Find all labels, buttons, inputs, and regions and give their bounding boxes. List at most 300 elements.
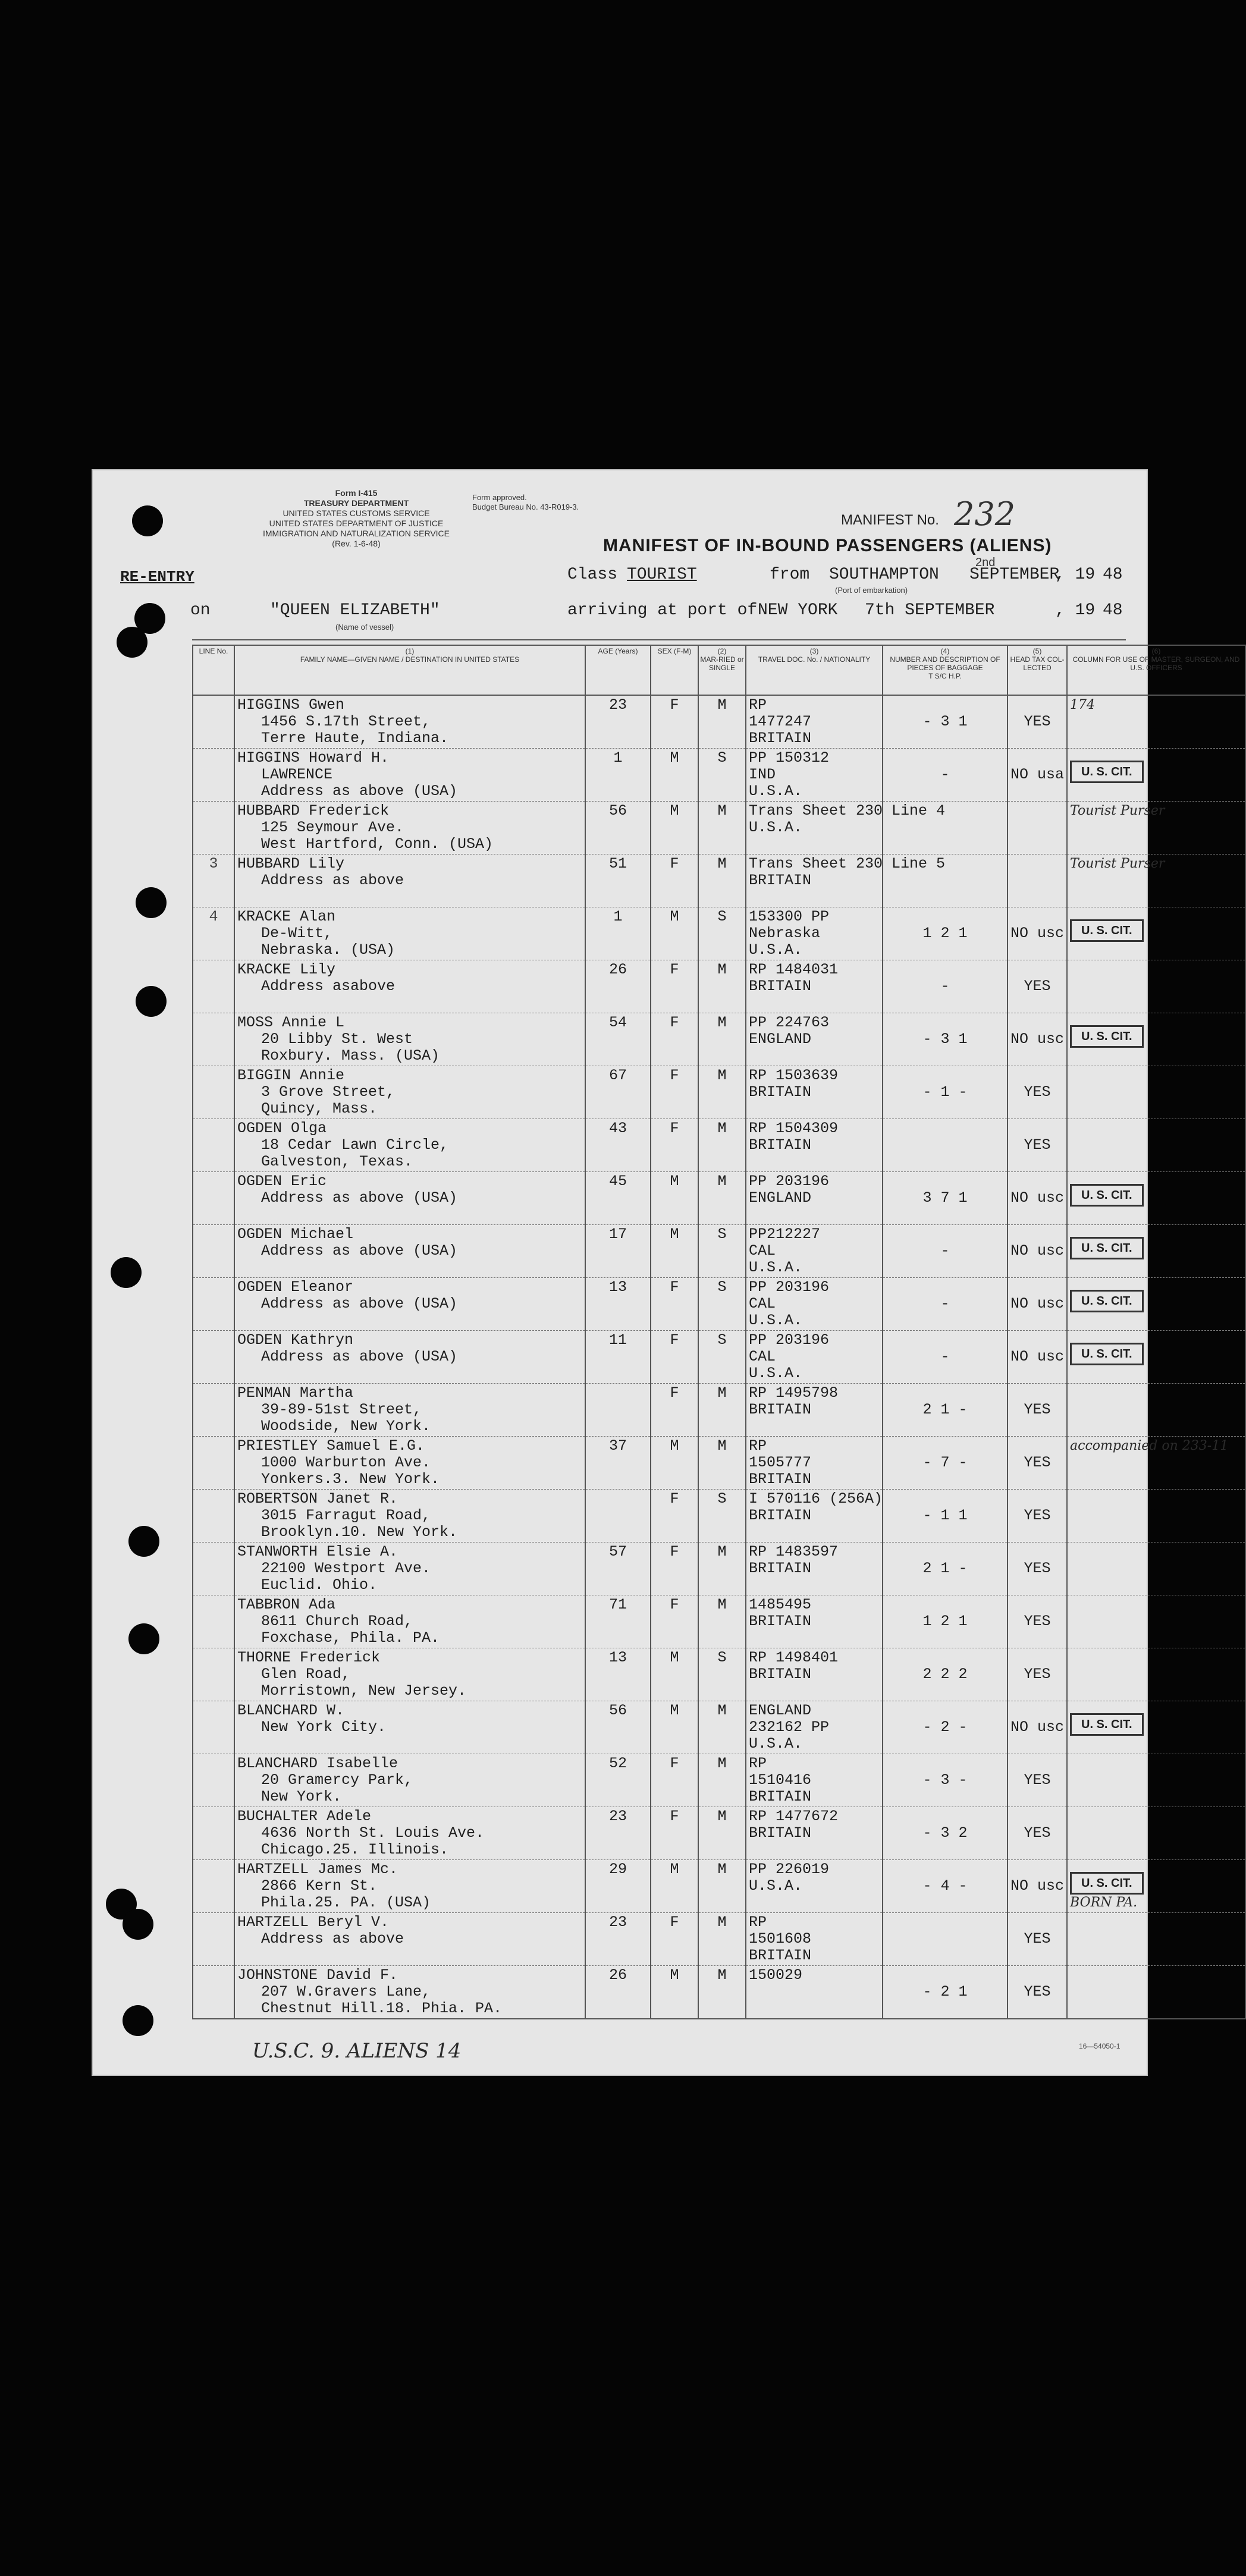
table-row (193, 1595, 1245, 1648)
us-citizen-stamp: U. S. CIT. (1070, 1025, 1144, 1048)
age: 26 (608, 961, 627, 978)
baggage-count: - 2 - (922, 1719, 968, 1736)
travel-doc-2: CAL (749, 1295, 776, 1312)
baggage-count: 2 1 - (922, 1401, 968, 1418)
marital-status: S (717, 1649, 727, 1666)
nationality: U.S.A. (749, 1259, 803, 1276)
travel-doc-1: PP 150312 (749, 749, 830, 766)
marital-status: M (717, 1702, 727, 1719)
address-line-2: Morristown, New Jersey. (261, 1682, 467, 1699)
travel-doc-2: 1510416 (749, 1771, 812, 1789)
passenger-name: OGDEN Eric (237, 1173, 327, 1190)
sex: M (670, 1702, 679, 1719)
passenger-name: THORNE Frederick (237, 1649, 381, 1666)
travel-doc-1: RP (749, 1755, 767, 1772)
baggage-count: - 3 1 (922, 1031, 968, 1048)
address-line-1: LAWRENCE (261, 766, 333, 783)
baggage-count: 1 2 1 (922, 1613, 968, 1630)
table-row (193, 1172, 1245, 1225)
table-row (193, 1066, 1245, 1119)
nationality: U.S.A. (749, 1877, 803, 1895)
passenger-name: PRIESTLEY Samuel E.G. (237, 1437, 425, 1455)
head-tax: NO usc (1010, 1877, 1065, 1895)
sex: F (670, 1384, 679, 1402)
passenger-name: HIGGINS Gwen (237, 696, 345, 714)
address-line-2: Nebraska. (USA) (261, 941, 396, 959)
travel-doc-2: 150029 (749, 1966, 803, 1984)
page-title: MANIFEST OF IN-BOUND PASSENGERS (ALIENS) (603, 536, 1052, 555)
address-line-1: 8611 Church Road, (261, 1613, 413, 1630)
address-line-2: Address as above (261, 872, 404, 889)
age: 1 (613, 908, 623, 925)
address-line-2: West Hartford, Conn. (USA) (261, 835, 494, 853)
nationality: BRITAIN (749, 1613, 812, 1630)
travel-doc-2: CAL (749, 1348, 776, 1365)
sex: F (670, 1914, 679, 1931)
date1-day: 2nd (975, 556, 996, 569)
travel-doc-1: RP (749, 1437, 767, 1455)
address-line-2: Galveston, Texas. (261, 1153, 413, 1170)
travel-doc-2: IND (749, 766, 776, 783)
baggage-count: - (940, 1348, 950, 1365)
address-line-2: Quincy, Mass. (261, 1100, 378, 1117)
nationality: BRITAIN (749, 1471, 812, 1488)
address-line-1: 3 Grove Street, (261, 1083, 396, 1101)
travel-doc-1: RP 1503639 (749, 1067, 839, 1084)
travel-doc-1: PP 224763 (749, 1014, 830, 1031)
travel-doc-1: I 570116 (256A) (749, 1490, 883, 1507)
col-travel-doc: (3) TRAVEL DOC. No. / NATIONALITY (746, 645, 883, 695)
nationality: BRITAIN (749, 978, 812, 995)
passenger-name: STANWORTH Elsie A. (237, 1543, 398, 1560)
baggage-count: - (940, 1295, 950, 1312)
head-tax: YES (1024, 1454, 1051, 1471)
marital-status: S (717, 1278, 727, 1296)
head-tax: YES (1024, 713, 1051, 730)
travel-doc-2: 232162 PP (749, 1719, 830, 1736)
baggage-count: - 1 1 (922, 1507, 968, 1524)
nationality: U.S.A. (749, 783, 803, 800)
nationality: BRITAIN (749, 1947, 812, 1964)
age: 23 (608, 696, 627, 714)
head-tax: YES (1024, 1930, 1051, 1947)
age: 54 (608, 1014, 627, 1031)
head-tax: YES (1024, 1560, 1051, 1577)
nationality: BRITAIN (749, 1666, 812, 1683)
address-line-2: Address as above (USA) (261, 1348, 458, 1365)
nationality: BRITAIN (749, 1560, 812, 1577)
travel-doc-1: PP 203196 (749, 1331, 830, 1349)
head-tax: YES (1024, 1771, 1051, 1789)
nationality: U.S.A. (749, 1365, 803, 1382)
sex: F (670, 855, 679, 872)
sex: F (670, 1278, 679, 1296)
budget-approval: Form approved. Budget Bureau No. 43-R019-3. (472, 493, 579, 511)
marital-status: M (717, 1808, 727, 1825)
us-citizen-stamp: U. S. CIT. (1070, 1713, 1144, 1736)
travel-doc-2: Trans Sheet 230 Line 5 (749, 855, 946, 872)
table-row (193, 1225, 1245, 1278)
head-tax: YES (1024, 978, 1051, 995)
marital-status: M (717, 855, 727, 872)
baggage-count: - (940, 978, 950, 995)
head-tax: YES (1024, 1613, 1051, 1630)
arrival-date: 7th SEPTEMBER (865, 601, 995, 620)
address-line-1: 18 Cedar Lawn Circle, (261, 1136, 449, 1154)
passenger-name: KRACKE Alan (237, 908, 336, 925)
col-married: (2) MAR-RIED or SINGLE (698, 645, 746, 695)
sex: F (670, 1067, 679, 1084)
form-header: Form I-415 TREASURY DEPARTMENT UNITED STATES CUSTOMS SERVICE UNITED STATES DEPARTMENT OF JUSTICE IMMIGRATION AND NATURALIZATION SERVICE (Rev. 1-6-48) (263, 488, 450, 548)
punch-hole (136, 887, 167, 918)
date1-year: 48 (1103, 566, 1123, 584)
address-line-2: Chestnut Hill.18. Phia. PA. (261, 2000, 503, 2017)
nationality: BRITAIN (749, 872, 812, 889)
marital-status: M (717, 1596, 727, 1613)
age: 67 (608, 1067, 627, 1084)
baggage-count: - 3 1 (922, 713, 968, 730)
line-number: 3 (209, 855, 218, 872)
nationality: BRITAIN (749, 1083, 812, 1101)
address-line-1: New York City. (261, 1719, 387, 1736)
address-line-1: 20 Gramercy Park, (261, 1771, 413, 1789)
passenger-name: ROBERTSON Janet R. (237, 1490, 398, 1507)
us-citizen-stamp: U. S. CIT. (1070, 1237, 1144, 1259)
marital-status: M (717, 1755, 727, 1772)
sex: M (670, 1649, 679, 1666)
head-tax: YES (1024, 1507, 1051, 1524)
us-citizen-stamp: U. S. CIT. (1070, 1184, 1144, 1207)
port-embark-label: (Port of embarkation) (835, 586, 908, 595)
baggage-count: 3 7 1 (922, 1189, 968, 1207)
address-line-2: Address as above (USA) (261, 1242, 458, 1259)
passenger-name: OGDEN Eleanor (237, 1278, 354, 1296)
age: 37 (608, 1437, 627, 1455)
date1-value: SEPTEMBER (969, 566, 1060, 584)
address-line-1: De-Witt, (261, 925, 333, 942)
punch-hole (111, 1257, 142, 1288)
sex: F (670, 1014, 679, 1031)
travel-doc-1: PP 203196 (749, 1173, 830, 1190)
head-tax: NO usc (1010, 1031, 1065, 1048)
age: 26 (608, 1966, 627, 1984)
sex: M (670, 1966, 679, 1984)
head-tax: NO usc (1010, 1719, 1065, 1736)
marital-status: M (717, 1120, 727, 1137)
table-row (193, 907, 1245, 960)
travel-doc-1: PP 226019 (749, 1861, 830, 1878)
baggage-count: 1 2 1 (922, 925, 968, 942)
baggage-count: - 3 - (922, 1771, 968, 1789)
punch-hole (123, 2005, 153, 2036)
col-sex: SEX (F-M) (651, 645, 698, 695)
head-tax: NO usc (1010, 1242, 1065, 1259)
travel-doc-2: 1501608 (749, 1930, 812, 1947)
punch-hole (123, 1909, 153, 1940)
arriving-label: arriving at port of (567, 601, 758, 620)
age: 45 (608, 1173, 627, 1190)
arrival-year: 48 (1103, 601, 1123, 620)
travel-doc-1: PP212227 (749, 1226, 821, 1243)
reentry-label: RE-ENTRY (120, 568, 194, 586)
head-tax: NO usc (1010, 1189, 1065, 1207)
line-number: 4 (209, 908, 218, 925)
officer-note: accompanied on 233-11 (1070, 1438, 1229, 1453)
passenger-name: PENMAN Martha (237, 1384, 354, 1402)
address-line-2: Terre Haute, Indiana. (261, 730, 449, 747)
sex: M (670, 1437, 679, 1455)
head-tax: NO usa (1010, 766, 1065, 783)
header-rule (192, 639, 1126, 640)
col-head-tax: (5) HEAD TAX COL-LECTED (1008, 645, 1067, 695)
travel-doc-1: 1485495 (749, 1596, 812, 1613)
address-line-2: New York. (261, 1788, 342, 1805)
address-line-2: Roxbury. Mass. (USA) (261, 1047, 440, 1064)
class-label: Class (567, 566, 618, 584)
address-line-1: Glen Road, (261, 1666, 351, 1683)
passenger-name: HIGGINS Howard H. (237, 749, 390, 766)
table-row (193, 1278, 1245, 1331)
on-label: on (190, 601, 211, 620)
baggage-count: 2 2 2 (922, 1666, 968, 1683)
sex: M (670, 1226, 679, 1243)
travel-doc-1: RP 1484031 (749, 961, 839, 978)
marital-status: S (717, 908, 727, 925)
form-number: 16—54050-1 (1079, 2042, 1121, 2050)
col-baggage: (4) NUMBER AND DESCRIPTION OF PIECES OF BAGGAGE T S/C H.P. (883, 645, 1008, 695)
address-line-1: 1456 S.17th Street, (261, 713, 431, 730)
table-header-row (193, 645, 1245, 695)
sex: F (670, 1490, 679, 1507)
col-line-no: LINE No. (193, 645, 234, 695)
passenger-name: BLANCHARD W. (237, 1702, 345, 1719)
officer-note: BORN PA. (1070, 1895, 1138, 1910)
vessel-name: "QUEEN ELIZABETH" (270, 601, 440, 620)
punch-hole (128, 1623, 159, 1654)
marital-status: S (717, 749, 727, 766)
address-line-1: 22100 Westport Ave. (261, 1560, 431, 1577)
table-row (193, 1807, 1245, 1860)
baggage-count: - 7 - (922, 1454, 968, 1471)
age: 29 (608, 1861, 627, 1878)
age: 57 (608, 1543, 627, 1560)
passenger-name: KRACKE Lily (237, 961, 336, 978)
age: 17 (608, 1226, 627, 1243)
passenger-name: BIGGIN Annie (237, 1067, 345, 1084)
table-row (193, 1013, 1245, 1066)
address-line-2: Chicago.25. Illinois. (261, 1841, 449, 1858)
age: 51 (608, 855, 627, 872)
passenger-name: OGDEN Kathryn (237, 1331, 354, 1349)
nationality: U.S.A. (749, 1735, 803, 1752)
travel-doc-2: ENGLAND (749, 1189, 812, 1207)
baggage-count: 2 1 - (922, 1560, 968, 1577)
from-value: SOUTHAMPTON (829, 566, 939, 584)
sex: M (670, 908, 679, 925)
marital-status: M (717, 1067, 727, 1084)
manifest-no-label: MANIFEST No. (841, 512, 939, 528)
head-tax: YES (1024, 1983, 1051, 2000)
address-line-1: 20 Libby St. West (261, 1031, 413, 1048)
table-row (193, 749, 1245, 802)
marital-status: M (717, 1437, 727, 1455)
marital-status: S (717, 1331, 727, 1349)
address-line-2: Address as above (USA) (261, 1295, 458, 1312)
marital-status: M (717, 1914, 727, 1931)
address-line-1: 207 W.Gravers Lane, (261, 1983, 431, 2000)
punch-hole (136, 986, 167, 1017)
address-line-1: 125 Seymour Ave. (261, 819, 404, 836)
age: 56 (608, 802, 627, 819)
marital-status: M (717, 1861, 727, 1878)
us-citizen-stamp: U. S. CIT. (1070, 919, 1144, 942)
officer-note: Tourist Purser (1070, 856, 1165, 871)
officer-note: Tourist Purser (1070, 803, 1165, 818)
age: 23 (608, 1808, 627, 1825)
marital-status: M (717, 1966, 727, 1984)
nationality: BRITAIN (749, 1507, 812, 1524)
passenger-name: JOHNSTONE David F. (237, 1966, 398, 1984)
table-row (193, 1490, 1245, 1543)
table-row (193, 1543, 1245, 1595)
date2-year-prefix: , 19 (1055, 601, 1096, 620)
vessel-name-label: (Name of vessel) (335, 623, 394, 632)
travel-doc-1: RP 1495798 (749, 1384, 839, 1402)
address-line-2: Phila.25. PA. (USA) (261, 1894, 431, 1911)
travel-doc-1: RP (749, 696, 767, 714)
sex: F (670, 1543, 679, 1560)
passenger-name: OGDEN Olga (237, 1120, 327, 1137)
table-row (193, 960, 1245, 1013)
age: 1 (613, 749, 623, 766)
head-tax: YES (1024, 1083, 1051, 1101)
sex: F (670, 1331, 679, 1349)
marital-status: M (717, 1543, 727, 1560)
marital-status: M (717, 1173, 727, 1190)
head-tax: NO usc (1010, 925, 1065, 942)
age: 52 (608, 1755, 627, 1772)
travel-doc-2: Trans Sheet 230 Line 4 (749, 802, 946, 819)
travel-doc-1: RP (749, 1914, 767, 1931)
col-officers: (6) COLUMN FOR USE OF MASTER, SURGEON, AND U.S. OFFICERS (1067, 645, 1245, 695)
travel-doc-2: 1477247 (749, 713, 812, 730)
sex: M (670, 1173, 679, 1190)
head-tax: NO usc (1010, 1348, 1065, 1365)
nationality: BRITAIN (749, 1788, 812, 1805)
nationality: BRITAIN (749, 1401, 812, 1418)
passenger-name: HUBBARD Lily (237, 855, 345, 872)
head-tax: YES (1024, 1136, 1051, 1154)
col-name: (1) FAMILY NAME—GIVEN NAME / DESTINATION IN UNITED STATES (234, 645, 585, 695)
table-row (193, 1860, 1245, 1913)
sex: M (670, 802, 679, 819)
address-line-2: Brooklyn.10. New York. (261, 1523, 458, 1541)
officer-note: 174 (1070, 698, 1095, 712)
passenger-name: TABBRON Ada (237, 1596, 336, 1613)
age: 11 (608, 1331, 627, 1349)
marital-status: M (717, 961, 727, 978)
address-line-2: Woodside, New York. (261, 1418, 431, 1435)
head-tax: NO usc (1010, 1295, 1065, 1312)
sex: M (670, 749, 679, 766)
punch-hole (132, 505, 163, 536)
punch-hole (128, 1526, 159, 1557)
address-line-2: Yonkers.3. New York. (261, 1471, 440, 1488)
baggage-count: - 4 - (922, 1877, 968, 1895)
travel-doc-1: RP 1504309 (749, 1120, 839, 1137)
table-row (193, 1648, 1245, 1701)
age: 43 (608, 1120, 627, 1137)
travel-doc-1: RP 1477672 (749, 1808, 839, 1825)
travel-doc-2: CAL (749, 1242, 776, 1259)
head-tax: YES (1024, 1401, 1051, 1418)
travel-doc-2: Nebraska (749, 925, 821, 942)
arrival-port: NEW YORK (758, 601, 838, 620)
sex: F (670, 1596, 679, 1613)
address-line-2: Foxchase, Phila. PA. (261, 1629, 440, 1647)
us-citizen-stamp: U. S. CIT. (1070, 761, 1144, 783)
baggage-count: - (940, 766, 950, 783)
table-row (193, 1119, 1245, 1172)
passenger-name: HARTZELL Beryl V. (237, 1914, 390, 1931)
travel-doc-1: 153300 PP (749, 908, 830, 925)
table-row (193, 1913, 1245, 1966)
travel-doc-1: RP 1483597 (749, 1543, 839, 1560)
passenger-table (192, 645, 1246, 2019)
address-line-2: Address as above (USA) (261, 1189, 458, 1207)
passenger-name: HARTZELL James Mc. (237, 1861, 398, 1878)
age: 23 (608, 1914, 627, 1931)
us-citizen-stamp: U. S. CIT. (1070, 1290, 1144, 1312)
from-label: from (770, 566, 810, 584)
table-row (193, 802, 1245, 855)
nationality: U.S.A. (749, 819, 803, 836)
manifest-sheet (92, 469, 1240, 2076)
class-value: TOURIST (627, 566, 697, 584)
table-row (193, 1966, 1245, 2019)
nationality: BRITAIN (749, 730, 812, 747)
travel-doc-2: ENGLAND (749, 1031, 812, 1048)
nationality: BRITAIN (749, 1824, 812, 1842)
travel-doc-1: RP 1498401 (749, 1649, 839, 1666)
sex: F (670, 1120, 679, 1137)
sex: M (670, 1861, 679, 1878)
nationality: BRITAIN (749, 1136, 812, 1154)
baggage-count: - 1 - (922, 1083, 968, 1101)
table-row (193, 855, 1245, 907)
nationality: U.S.A. (749, 941, 803, 959)
travel-doc-1: PP 203196 (749, 1278, 830, 1296)
address-line-2: Address as above (USA) (261, 783, 458, 800)
address-line-1: 3015 Farragut Road, (261, 1507, 431, 1524)
baggage-count: - 2 1 (922, 1983, 968, 2000)
address-line-2: Address as above (261, 1930, 404, 1947)
passenger-name: BUCHALTER Adele (237, 1808, 372, 1825)
address-line-1: 4636 North St. Louis Ave. (261, 1824, 485, 1842)
table-row (193, 695, 1245, 749)
table-row (193, 1701, 1245, 1754)
footer-tally: U.S.C. 9. ALIENS 14 (252, 2039, 462, 2063)
table-row (193, 1331, 1245, 1384)
marital-status: M (717, 802, 727, 819)
marital-status: M (717, 1014, 727, 1031)
marital-status: S (717, 1226, 727, 1243)
sex: F (670, 1755, 679, 1772)
head-tax: YES (1024, 1666, 1051, 1683)
marital-status: M (717, 1384, 727, 1402)
passenger-name: MOSS Annie L (237, 1014, 345, 1031)
address-line-2: Euclid. Ohio. (261, 1576, 378, 1594)
